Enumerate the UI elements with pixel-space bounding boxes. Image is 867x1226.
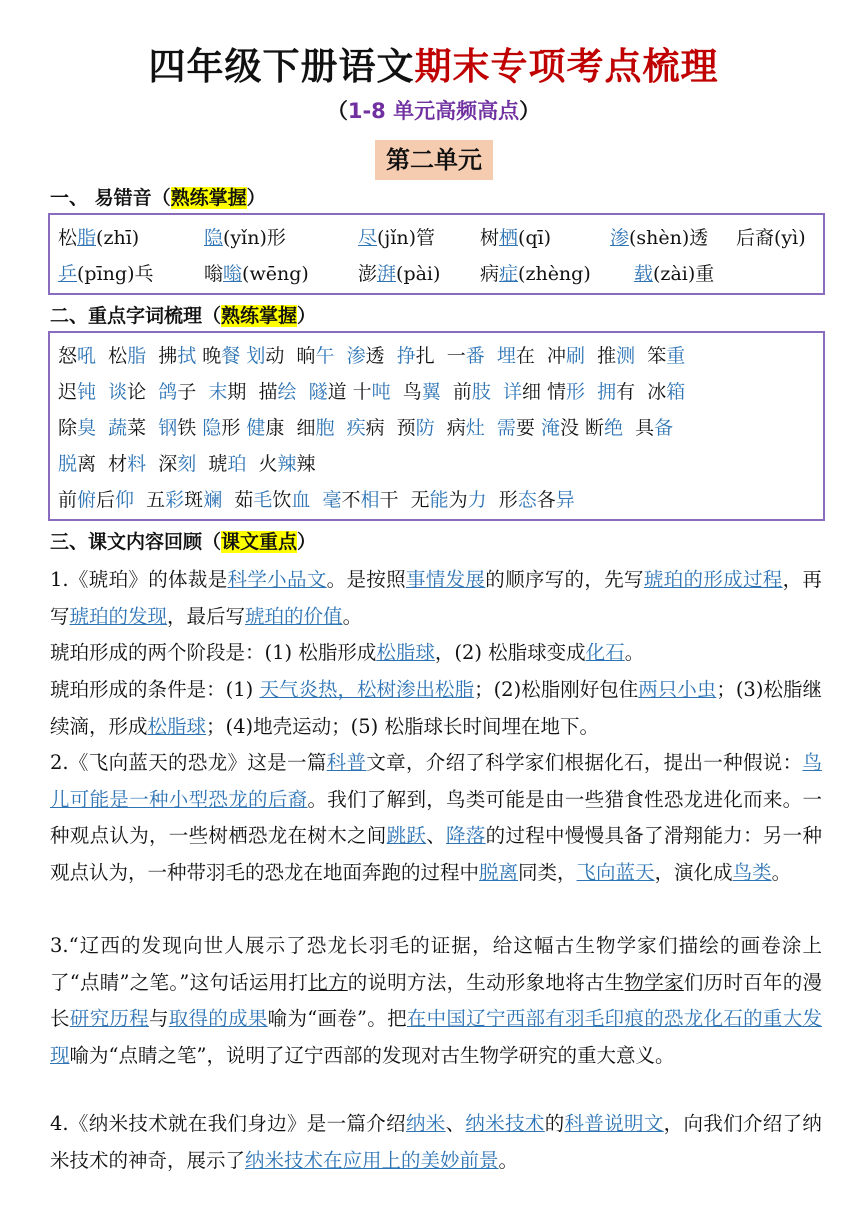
review-amber-stages: 琥珀形成的两个阶段是：(1) 松脂形成松脂球，(2) 松脂球变成化石。 xyxy=(50,641,645,664)
section-heading-pronunciation: 一、 易错音（熟练掌握） xyxy=(50,187,266,209)
review-item-4: 4.《纳米技术就在我们身边》是一篇介绍纳米、纳米技术的科普说明文，向我们介绍了纳米技术的神奇，展示了纳米技术在应用上的美妙前景。 xyxy=(50,1112,822,1172)
unit-label: 第二单元 xyxy=(375,140,493,180)
pronunciation-box: 松脂(zhī) 隐(yǐn)形 尽(jǐn)管 树栖(qī) 渗(shèn)透 后裔(yì) 乒(pīng)乓 嗡嗡(wēng) 澎湃(pài) 病症(zhèng) 载(zài)重 xyxy=(48,213,825,295)
review-amber-conditions: 琥珀形成的条件是：(1) 天气炎热，松树渗出松脂；(2)松脂刚好包住两只小虫；(3)松脂继续滴，形成松脂球；(4)地壳运动；(5) 松脂球长时间埋在地下。 xyxy=(50,678,822,738)
review-item-2: 2.《飞向蓝天的恐龙》这是一篇科普文章，介绍了科学家们根据化石，提出一种假说：鸟儿可能是一种小型恐龙的后裔。我们了解到，鸟类可能是由一些猎食性恐龙进化而来。一种观点认为，一些树栖恐龙在树木之间跳跃、降落的过程中慢慢具备了滑翔能力：另一种观点认为，一种带羽毛的恐龙在地面奔跑的过程中脱离同类，飞向蓝天，演化成鸟类。 xyxy=(50,751,822,885)
page-subtitle: （1-8 单元高频高点） xyxy=(326,99,541,123)
review-item-1: 1.《琥珀》的体裁是科学小品文。是按照事情发展的顺序写的，先写琥珀的形成过程，再写琥珀的发现，最后写琥珀的价值。 xyxy=(50,568,822,628)
section-heading-words: 二、重点字词梳理（熟练掌握） xyxy=(50,305,317,327)
section-heading-review: 三、课文内容回顾（课文重点） xyxy=(50,531,317,553)
page-title: 四年级下册语文期末专项考点梳理 xyxy=(148,45,719,88)
words-box: 怒吼 松脂 拂拭 晚餐 划动 晌午 渗透 挣扎 一番 埋在 冲刷 推测 笨重 迟钝 谈论 鸽子 末期 描绘 隧道 十吨 鸟翼 前肢 详细 情形 拥有 冰箱 除臭 蔬菜 钢铁 隐形 健康 细胞 疾病 预防 病灶 需要 淹没 断绝 具备 脱离 材料 深刻 琥珀 火辣辣 前俯后仰 五彩斑斓 茹毛饮血 毫不相干 无能为力 形态各异 xyxy=(48,331,825,521)
review-item-3: 3.“辽西的发现向世人展示了恐龙长羽毛的证据，给这幅古生物学家们描绘的画卷涂上了“点睛”之笔。”这句话运用打比方的说明方法，生动形象地将古生物学家们历时百年的漫长研究历程与取得的成果喻为“画卷”。把在中国辽宁西部有羽毛印痕的恐龙化石的重大发现喻为“点睛之笔”，说明了辽宁西部的发现对古生物学研究的重大意义。 xyxy=(50,934,822,1068)
